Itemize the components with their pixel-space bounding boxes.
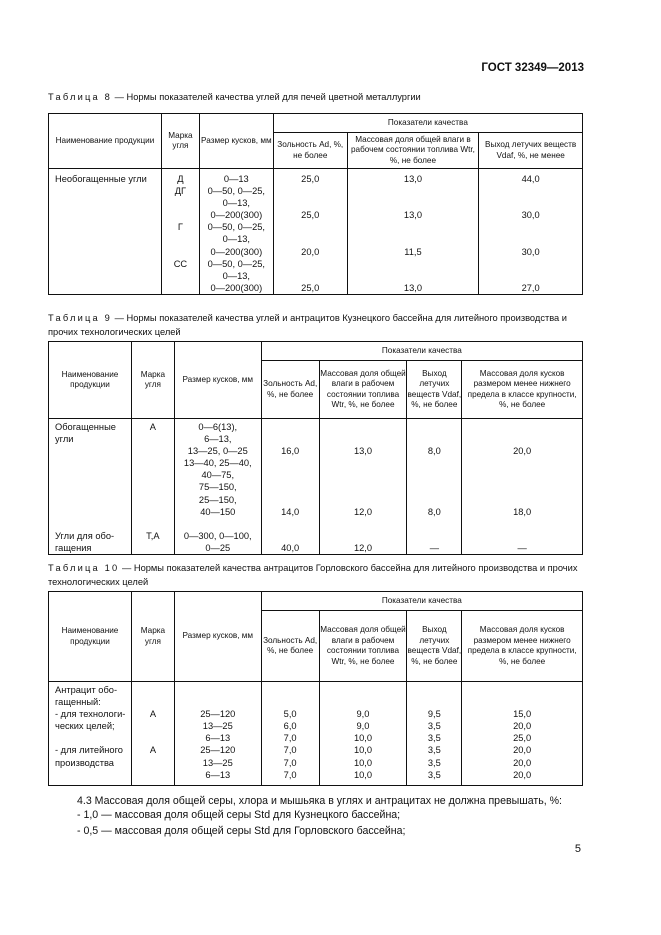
cell-line [462,530,582,542]
cell-line [320,530,407,542]
t8-mark-cell [161,169,199,295]
cell-line: 13—25 [202,721,233,732]
cell-line: 40—75, [201,470,235,481]
cell-line: 0—13, [222,234,251,245]
cell-line [479,270,582,282]
cell-line: А [149,709,157,720]
cell-line [262,518,319,530]
cell-line [262,469,319,481]
cell-line [175,684,261,696]
t8-volatile-cell [479,169,583,295]
cell-line [407,530,461,542]
cell-line: 3,5 [427,733,441,744]
t10-moisture-cell [319,682,407,786]
cell-line [55,481,131,493]
cell-line [348,258,479,270]
cell-line [55,506,131,518]
cell-line: Антрацит обо- [55,685,118,695]
cell-line [274,197,347,209]
cell-line: 20,0 [513,757,532,768]
cell-line [320,481,407,493]
cell-line [462,684,582,696]
cell-line: ческих целей; [55,721,115,732]
cell-line: 8,0 [427,446,441,457]
t10-ash-cell [261,682,319,786]
cell-line [175,696,261,708]
cell-line: 5,0 [283,709,297,720]
cell-line: 20,0 [513,721,532,732]
cell-line [462,481,582,493]
t8-header-mark: Марка угля [161,114,199,169]
cell-line: — [517,542,527,553]
cell-line [262,530,319,542]
cell-line: 0—25 [205,542,231,553]
cell-line [320,518,407,530]
cell-line: - для литейного [55,745,123,756]
cell-line: СС [173,258,188,269]
cell-line [407,433,461,445]
cell-line [462,433,582,445]
cell-line [132,720,174,732]
cell-line [320,457,407,469]
cell-line: 25,0 [301,282,320,293]
cell-line [462,696,582,708]
cell-line: 20,0 [301,246,320,257]
cell-line: 13—25, 0—25 [187,446,248,457]
cell-line: 0—13 [223,174,249,184]
table9-caption-label: Таблица 9 [48,313,113,323]
t9-size-cell [174,419,261,555]
cell-line: А [149,745,157,756]
cell-line: Г [177,222,183,233]
cell-line [175,518,261,530]
cell-line [407,684,461,696]
cell-line: 3,5 [427,757,441,768]
cell-line [132,481,174,493]
cell-line: 10,0 [353,745,373,756]
cell-line: 6—13 [205,769,231,780]
table10-caption [48,561,584,589]
cell-line [462,494,582,506]
cell-line: производства [55,757,114,768]
cell-line [262,481,319,493]
cell-line [320,433,407,445]
cell-line: 7,0 [283,757,297,768]
cell-line: 7,0 [283,745,297,756]
cell-line [132,506,174,518]
cell-line: Обогащенные [55,422,116,432]
cell-line: 20,0 [513,769,532,780]
table-10 [48,591,583,786]
t10-mark-cell [131,682,174,786]
t10-header-ash: Зольность Ad, %, не более [261,611,319,682]
cell-line [274,258,347,270]
cell-line [320,494,407,506]
cell-line [132,732,174,744]
cell-line [262,421,319,433]
cell-line: 0—50, 0—25, [207,222,266,233]
t10-header-size: Размер кусков, мм [174,592,261,682]
t10-header-volatile: Выход летучих веществ Vdaf, %, не более [407,611,462,682]
t10-size-cell [174,682,261,786]
cell-line [348,221,479,233]
cell-line [479,221,582,233]
cell-line [132,542,174,554]
cell-line [262,457,319,469]
table9-caption [48,311,584,339]
table8-caption-label: Таблица 8 [48,92,113,102]
cell-line: 13,0 [353,446,373,457]
t9-header-size: Размер кусков, мм [174,342,261,419]
t8-size-cell [199,169,273,295]
cell-line: 25,0 [301,174,320,184]
cell-line [274,233,347,245]
cell-line [320,684,407,696]
t8-header-moisture: Массовая доля общей влаги в рабочем состоянии топлива Wtr, %, не более [347,133,479,169]
cell-line: 10,0 [353,769,373,780]
cell-line: 3,5 [427,769,441,780]
cell-line: 9,0 [356,721,370,732]
cell-line: 0—300, 0—100, [183,530,252,541]
cell-line [162,270,199,282]
t9-header-volatile: Выход летучих веществ Vdaf, %, не более [407,361,462,419]
paragraph-4-3: 4.3 Массовая доля общей серы, хлора и мышьяка в углях и антрацитах не должна превышать, %: [77,795,562,807]
cell-line: 6—13 [205,733,231,744]
paragraph-line-gorlovka: - 0,5 — массовая доля общей серы Std для Горловского бассейна; [77,825,406,837]
t9-header-moisture: Массовая доля общей влаги в рабочем состоянии топлива Wtr, %, не более [319,361,407,419]
table-9 [48,341,583,555]
t10-header-quality: Показатели качества [261,592,582,611]
document-number: ГОСТ 32349—2013 [481,62,584,74]
cell-line: 8,0 [427,506,441,517]
cell-line: 13—25 [202,757,233,768]
cell-line: 0—50, 0—25, [207,258,266,269]
cell-line: 0—200(300) [210,246,263,257]
cell-line: угли [55,434,74,445]
cell-line: 10,0 [353,757,373,768]
cell-line [132,433,174,445]
cell-line [348,185,479,197]
t10-header-product: Наименование продукции [49,592,132,682]
cell-line [274,221,347,233]
cell-line: 0—13, [222,270,251,281]
cell-line: 6,0 [283,721,297,732]
cell-line: - для технологи- [55,709,126,720]
cell-line [55,732,131,744]
cell-line: 3,5 [427,745,441,756]
cell-line [132,445,174,457]
cell-line [55,494,131,506]
t9-ash-cell [261,419,319,555]
cell-line [462,469,582,481]
t8-header-ash: Зольность Ad, %, не более [273,133,347,169]
cell-line: 3,5 [427,721,441,732]
cell-line [407,457,461,469]
t8-header-volatile: Выход летучих веществ Vdaf, %, не менее [479,133,583,169]
cell-line: 7,0 [283,733,297,744]
cell-line [320,696,407,708]
table-8 [48,113,583,295]
cell-line: гащения [55,542,92,553]
cell-line: 13,0 [403,174,423,184]
cell-line [162,209,199,221]
cell-line [132,469,174,481]
t10-header-moisture: Массовая доля общей влаги в рабочем состоянии топлива Wtr, %, не более [319,611,407,682]
t8-header-product: Наименование продукции [49,114,162,169]
cell-line: 11,5 [404,246,422,257]
cell-line: 25—120 [200,709,236,720]
cell-line [320,469,407,481]
cell-line: 27,0 [521,282,540,293]
cell-line [55,457,131,469]
cell-line: 7,0 [283,769,297,780]
t9-product-cell [49,419,132,555]
cell-line: 0—200(300) [210,210,263,221]
t8-header-size: Размер кусков, мм [199,114,273,169]
t8-ash-cell [273,169,347,295]
cell-line [407,469,461,481]
cell-line [320,421,407,433]
cell-line [162,282,199,294]
cell-line: 20,0 [513,446,532,457]
cell-line: ДГ [174,186,187,197]
table8-caption-text: — Нормы показателей качества углей для печей цветной металлургии [112,92,421,102]
t9-volatile-cell [407,419,462,555]
cell-line [262,494,319,506]
cell-line: 30,0 [521,210,540,221]
table10-caption-label: Таблица 10 [48,563,120,573]
paragraph-line-kuznetsk: - 1,0 — массовая доля общей серы Std для Кузнецкого бассейна; [77,809,401,821]
t9-mark-cell [131,419,174,555]
cell-line: 25—120 [200,745,236,756]
t10-header-mark: Марка угля [131,592,174,682]
cell-line [274,185,347,197]
cell-line: 6—13, [204,434,232,445]
cell-line: 40—150 [200,506,236,517]
cell-line: 9,0 [356,709,370,720]
cell-line: 9,5 [427,709,441,720]
cell-line [132,696,174,708]
t10-fines-cell [462,682,583,786]
cell-line: 12,0 [353,542,373,553]
cell-line [132,684,174,696]
t9-fines-cell [462,419,583,555]
cell-line: 25,0 [513,733,532,744]
t9-header-quality: Показатели качества [261,342,582,361]
cell-line: А [149,422,156,432]
cell-line [262,433,319,445]
cell-line [55,769,131,781]
t10-product-cell [49,682,132,786]
cell-line: 10,0 [353,733,373,744]
t9-header-ash: Зольность Ad, %, не более [261,361,319,419]
cell-line: 16,0 [281,446,300,457]
cell-line [132,769,174,781]
cell-line: Д [177,174,184,184]
cell-line: 0—200(300) [210,282,263,293]
t8-header-quality: Показатели качества [273,114,582,133]
table9-caption-text: — Нормы показателей качества углей и антрацитов Кузнецкого бассейна для литейного производства и прочих технологических целей [48,313,568,337]
cell-line: 15,0 [513,709,532,720]
cell-line: 0—13, [222,198,251,209]
cell-line [407,696,461,708]
cell-line [162,246,199,258]
cell-line: 0—50, 0—25, [207,186,266,197]
t8-product: Необогащенные угли [55,174,147,184]
t8-product-cell [49,169,162,295]
cell-line [162,197,199,209]
cell-line [479,233,582,245]
cell-line [348,233,479,245]
cell-line: 13,0 [403,210,423,221]
cell-line [462,457,582,469]
cell-line [462,518,582,530]
cell-line: 13—40, 25—40, [183,458,252,469]
cell-line: — [429,542,439,553]
t9-header-fines: Массовая доля кусков размером менее нижнего предела в классе крупности, %, не более [462,361,583,419]
cell-line: 18,0 [513,506,532,517]
cell-line: 20,0 [513,745,532,756]
cell-line [479,185,582,197]
cell-line: 40,0 [281,542,300,553]
cell-line [55,469,131,481]
cell-line [132,457,174,469]
cell-line: 30,0 [521,246,540,257]
cell-line [132,518,174,530]
cell-line [55,518,131,530]
page-number: 5 [574,843,581,855]
table8-caption [48,90,584,104]
cell-line [462,421,582,433]
cell-line: 12,0 [353,506,373,517]
cell-line [132,494,174,506]
cell-line: Т,А [146,530,160,541]
cell-line [479,197,582,209]
cell-line [262,696,319,708]
cell-line [407,494,461,506]
cell-line: 25,0 [301,210,320,221]
cell-line: 25—150, [198,494,237,505]
cell-line [348,197,479,209]
cell-line [407,421,461,433]
cell-line [132,757,174,769]
t9-header-product: Наименование продукции [49,342,132,419]
t9-moisture-cell [319,419,407,555]
cell-line [162,233,199,245]
cell-line [407,518,461,530]
cell-line [348,270,479,282]
cell-line: гащенный: [55,697,101,708]
cell-line [262,684,319,696]
cell-line: 75—150, [198,482,237,493]
cell-line: 14,0 [281,506,300,517]
t9-header-mark: Марка угля [131,342,174,419]
cell-line [55,445,131,457]
cell-line: 0—6(13), [198,422,238,432]
t10-header-fines: Массовая доля кусков размером менее нижнего предела в классе крупности, %, не более [462,611,583,682]
cell-line [479,258,582,270]
cell-line [274,270,347,282]
cell-line [407,481,461,493]
t8-moisture-cell [347,169,479,295]
table10-caption-text: — Нормы показателей качества антрацитов Горловского бассейна для литейного производства и прочих технологических целей [48,563,578,587]
cell-line: Угли для обо- [55,530,115,541]
t10-volatile-cell [407,682,462,786]
cell-line: 13,0 [403,282,423,293]
cell-line: 44,0 [521,174,540,184]
